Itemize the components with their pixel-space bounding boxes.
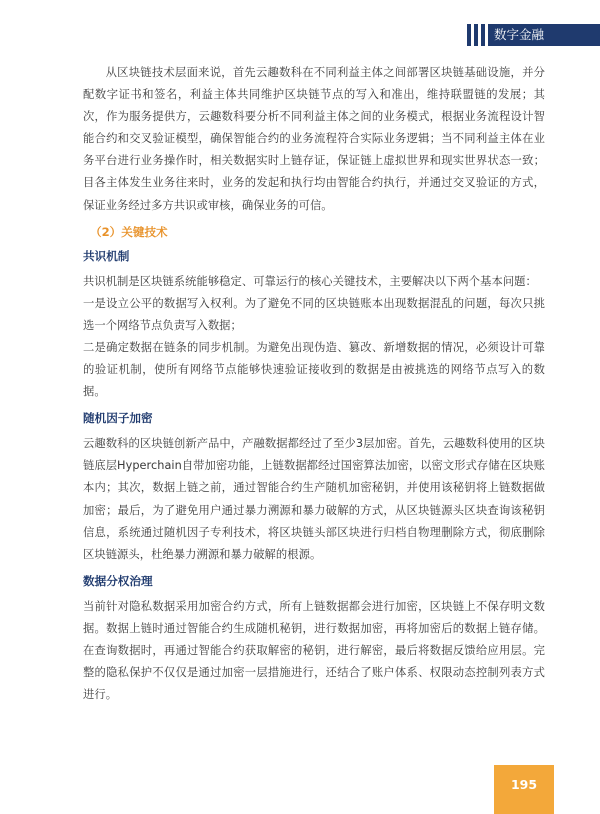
decoration-bar <box>474 24 478 46</box>
page-content <box>83 62 545 706</box>
decoration-bar <box>481 24 485 46</box>
section-heading: 随机因子加密 <box>83 411 153 426</box>
paragraph: 云趣数科的区块链创新产品中，产融数据都经过了至少3层加密。首先，云趣数科使用的区块链底层Hyperchain自带加密功能，上链数据都经过国密算法加密，以密文形式存储在区块账本内；其次，数据上链之前，通过智能合约生产随机加密秘钥，并使用该秘钥将上链数据做加密；最后，为了避免用户通过暴力溯源和暴力破解的方式，从区块链源头区块查询该秘钥信息，系统通过随机因子专利技术，将区块链头部区块进行归档自物理删除方式，彻底删除区块链源头，杜绝暴力溯源和暴力破解的根源。 <box>83 437 545 561</box>
page-number: 195 <box>494 765 554 814</box>
paragraph: 二是确定数据在链条的同步机制。为避免出现伪造、篡改、新增数据的情况，必须设计可靠的验证机制，使所有网络节点能够快速验证接收到的数据是由被挑选的网络节点写入的数据。 <box>83 340 545 399</box>
decoration-bar <box>467 24 471 46</box>
intro-paragraph: 从区块链技术层面来说，首先云趣数科在不同利益主体之间部署区块链基础设施，并分配数字证书和签名，利益主体共同维护区块链节点的写入和准出，维持联盟链的发展；其次，作为服务提供方，云趣数科要分析不同利益主体之间的业务模式，根据业务流程设计智能合约和交叉验证模型，确保智能合约的业务流程符合实际业务逻辑；当不同利益主体在业务平台进行业务操作时，相关数据实时上链存证，保证链上虚拟世界和现实世界状态一致；目各主体发生业务往来时，业务的发起和执行均由智能合约执行，并通过交叉验证的方式，保证业务经过多方共识或审核，确保业务的可信。 <box>83 66 545 212</box>
section-heading: 共识机制 <box>83 248 130 263</box>
paragraph: 当前针对隐私数据采用加密合约方式，所有上链数据都会进行加密，区块链上不保存明文数据。数据上链时通过智能合约生成随机秘钥，进行数据加密，再将加密后的数据上链存储。在查询数据时，再通过智能合约获取解密的秘钥，进行解密，最后将数据反馈给应用层。完整的隐私保护不仅仅是通过加密一层措施进行，还结合了账户体系、权限动态控制列表方式进行。 <box>83 599 545 702</box>
paragraph: 共识机制是区块链系统能够稳定、可靠运行的核心关键技术，主要解决以下两个基本问题： <box>83 274 537 288</box>
section-title: 数字金融 <box>488 24 600 46</box>
subsection-title: （2）关键技术 <box>90 224 168 239</box>
section-heading: 数据分权治理 <box>83 573 153 588</box>
paragraph: 一是设立公平的数据写入权利。为了避免不同的区块链账本出现数据混乱的问题，每次只挑选一个网络节点负责写入数据； <box>83 296 545 332</box>
